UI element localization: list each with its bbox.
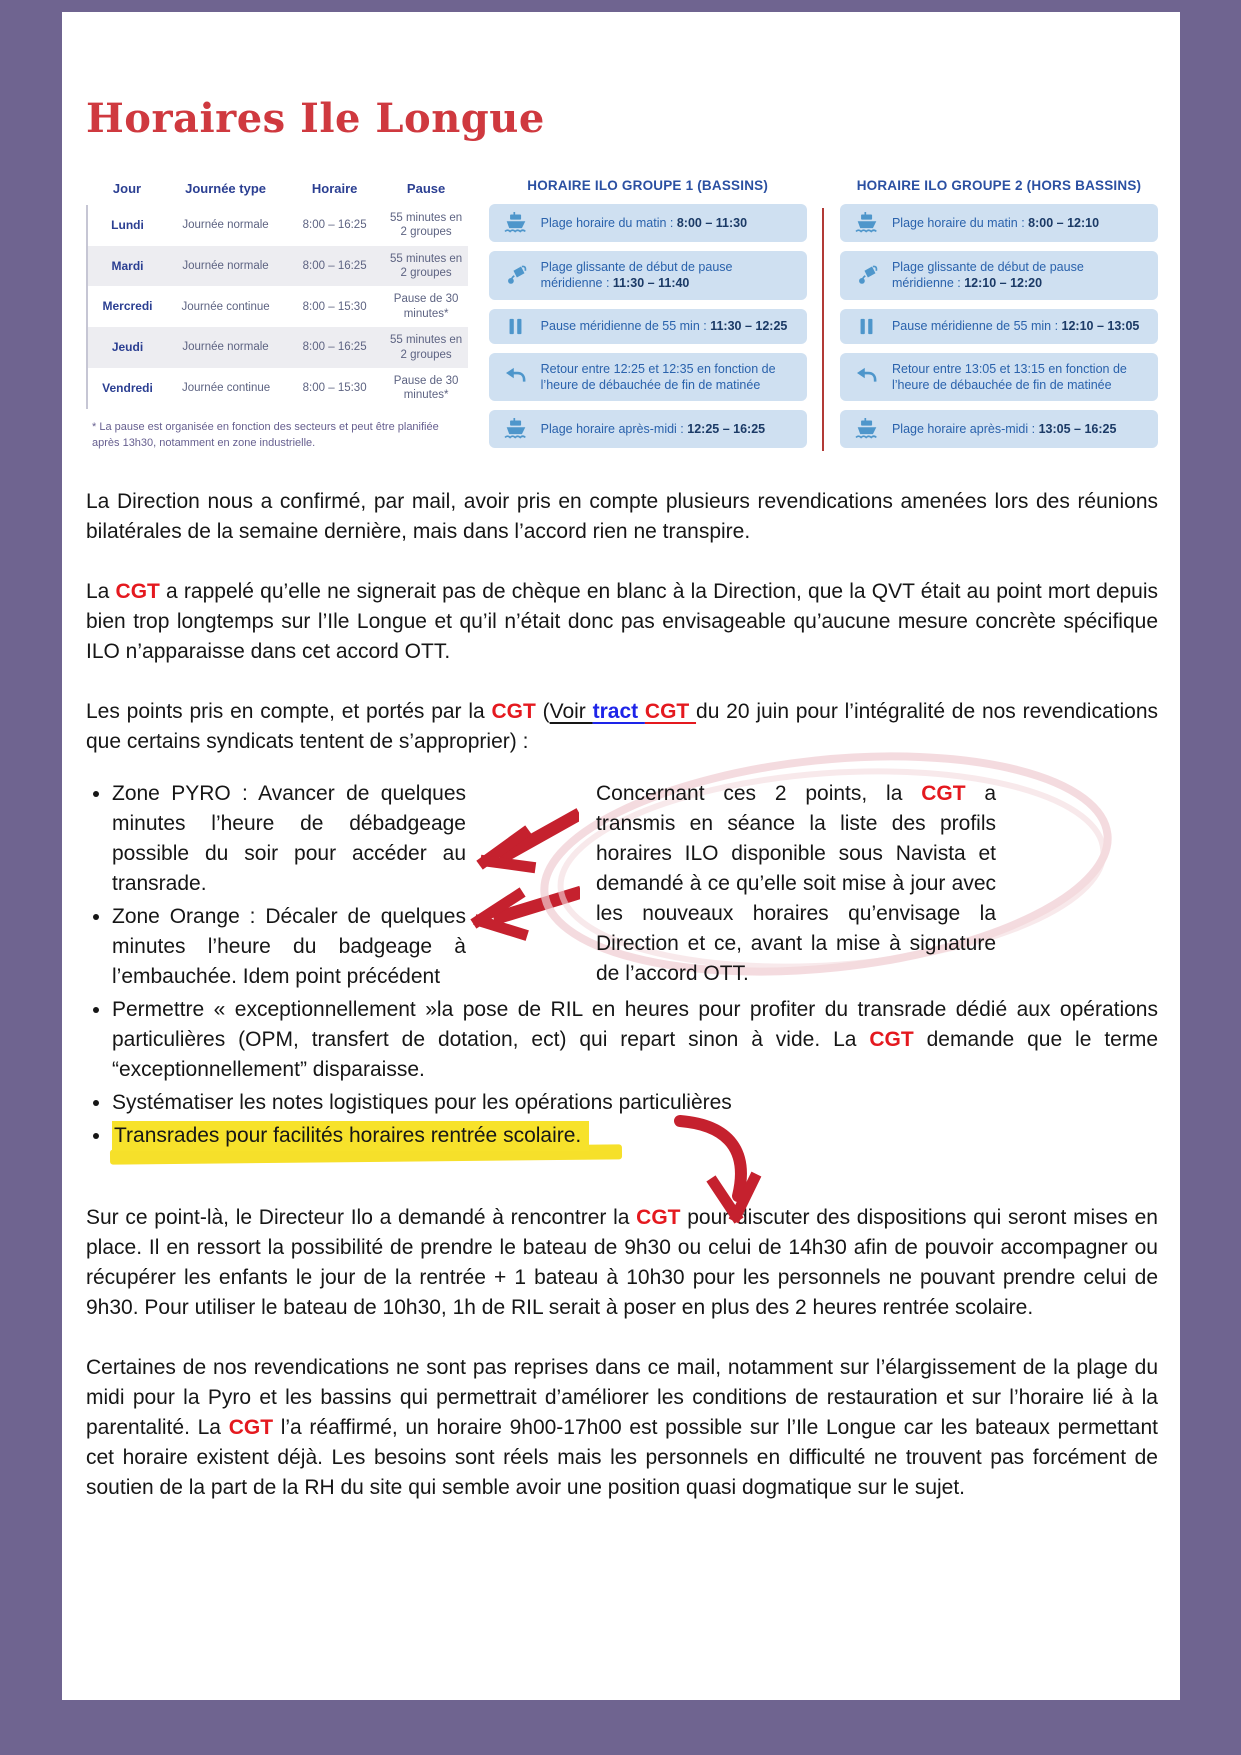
arrows-area <box>466 779 596 995</box>
item-time: 13:05 – 16:25 <box>1038 421 1117 436</box>
groupe2-panel <box>840 178 1158 457</box>
paragraph-3 <box>86 697 1158 757</box>
item-text: Plage horaire du matin : <box>540 215 677 230</box>
hand-arrow-left-icon <box>474 807 579 882</box>
table-row <box>87 327 468 368</box>
cell-horaire: 8:00 – 15:30 <box>302 300 367 313</box>
link-text: CGT <box>644 700 697 723</box>
group-divider <box>822 208 824 451</box>
cell-type: Journée continue <box>181 382 271 395</box>
pour-icon <box>499 264 533 286</box>
tract-cgt-link[interactable] <box>550 700 696 723</box>
cell-type: Journée normale <box>182 259 269 272</box>
item-time: 11:30 – 12:25 <box>710 318 788 333</box>
schedule-item-sliding-break <box>840 251 1158 300</box>
text-run: a transmis en séance la liste des profils horaires ILO disponible sous Navista et demandé à ce qu’elle soit mise à jour avec les nouveaux horaires qu’envisage la Direction et ce, avant la mise à signature de l’accord OTT. <box>596 782 997 985</box>
text-run: Permettre « exceptionnellement »la pose de RIL en heures pour profiter du transrade dédié aux opérations particulières (OPM, transfert de dotation, ect) qui repart sinon à vide. La <box>112 998 1158 1051</box>
schedule-item-return <box>489 353 807 402</box>
cgt-label: CGT <box>636 1206 681 1229</box>
cell-horaire: 8:00 – 16:25 <box>302 341 367 354</box>
bullet-ril <box>112 995 1158 1085</box>
paragraph-2 <box>86 577 1158 667</box>
ferry-icon <box>499 212 533 234</box>
groupe1-panel <box>489 178 807 457</box>
schedule-item-afternoon <box>489 410 807 448</box>
text-run: a rappelé qu’elle ne signerait pas de chèque en blanc à la Direction, que la QVT était au point mort depuis bien trop longtemps sur l’Ile Longue et qu’il n’était donc pas envisageable qu’aucune mesure concrète spécifique ILO n’apparaisse dans cet accord OTT. <box>86 580 1158 663</box>
text-run: La <box>86 580 116 603</box>
bullet-zone-orange: • Zone Orange : Décaler de quelques minutes l’heure du badgeage à l’embauchée. Idem point précédent <box>112 902 466 992</box>
item-text: Plage horaire après-midi : <box>540 421 688 436</box>
text-run: Certaines de nos revendications ne sont pas reprises dans ce mail, notamment sur l’élargissement de la plage du midi pour la Pyro et les bassins qui permettrait d’améliorer les conditions de restauration et sur l’horaire lié à la parentalité. La <box>86 1356 1158 1439</box>
cell-horaire: 8:00 – 15:30 <box>302 382 367 395</box>
cell-jour: Vendredi <box>87 368 167 409</box>
cell-type: Journée continue <box>181 300 270 313</box>
link-text: tract <box>592 700 645 723</box>
bullet-transrades <box>112 1121 1158 1151</box>
aside-note <box>596 779 996 995</box>
ferry-icon <box>499 418 533 440</box>
item-time: 12:10 – 12:20 <box>964 276 1043 291</box>
cgt-label: CGT <box>228 1416 274 1439</box>
item-text: Pause méridienne de 55 min : <box>540 318 711 333</box>
cgt-label: CGT <box>115 580 160 603</box>
item-text: Plage glissante de début de pause méridienne : <box>540 260 733 291</box>
table-row <box>87 368 468 409</box>
item-text: Retour entre 13:05 et 13:15 en fonction de l’heure de débauchée de fin de matinée <box>891 361 1127 392</box>
table-footnote: * La pause est organisée en fonction des secteurs et peut être planifiée après 13h30, notamment en zone industrielle. <box>92 420 439 450</box>
bullet-notes-logistiques: • Systématiser les notes logistiques pour les opérations particulières <box>112 1088 1158 1118</box>
cgt-label: CGT <box>491 700 536 723</box>
item-text: Pause méridienne de 55 min : <box>891 318 1062 333</box>
claims-list-bottom <box>86 995 1158 1151</box>
table-row <box>87 246 468 287</box>
col-header-journee-type: Journée type <box>185 181 267 196</box>
item-text: Retour entre 12:25 et 12:35 en fonction de l’heure de débauchée de fin de matinée <box>540 361 776 392</box>
item-time: 12:25 – 16:25 <box>687 421 766 436</box>
cell-jour: Mardi <box>87 246 167 287</box>
aside-paragraph <box>596 779 996 989</box>
item-text: Plage glissante de début de pause méridienne : <box>891 260 1084 291</box>
col-header-pause: Pause <box>406 181 446 196</box>
item-time: 8:00 – 12:10 <box>1028 215 1100 230</box>
hand-arrow-down-icon <box>674 1111 764 1226</box>
schedule-item-morning <box>489 204 807 242</box>
cell-pause: Pause de 30 minutes* <box>393 374 459 402</box>
text-run: pour discuter des dispositions qui seront mises en place. Il en ressort la possibilité de prendre le bateau de 9h30 ou celui de 14h30 afin de pouvoir accompagner ou récupérer les enfants le jour de la rentrée + 1 bateau à 10h30 pour les personnels ne pouvant prendre celui de 9h30. Pour utiliser le bateau de 10h30, 1h de RIL serait à poser en plus des 2 heures rentrée scolaire. <box>86 1206 1158 1319</box>
cgt-label: CGT <box>921 782 966 805</box>
ferry-icon <box>850 212 884 234</box>
cell-type: Journée normale <box>182 219 269 232</box>
document-page <box>62 12 1180 1700</box>
text-run: du 20 juin pour l’intégralité de nos revendications que certains syndicats tentent de s’approprier) : <box>86 700 1159 753</box>
schedule-section <box>86 178 1158 457</box>
schedule-item-sliding-break <box>489 251 807 300</box>
cell-jour: Jeudi <box>87 327 167 368</box>
cell-horaire: 8:00 – 16:25 <box>302 259 367 272</box>
pause-icon <box>850 317 884 336</box>
cell-horaire: 8:00 – 16:25 <box>302 219 367 232</box>
link-text: Voir <box>549 700 593 723</box>
highlighted-text: Transrades pour facilités horaires rentrée scolaire. <box>112 1121 589 1151</box>
page-title: Horaires Ile Longue <box>86 95 545 142</box>
table-header-row <box>87 178 468 205</box>
schedule-item-return <box>840 353 1158 402</box>
pour-icon <box>850 264 884 286</box>
cell-pause: Pause de 30 minutes* <box>393 293 459 320</box>
item-text: Plage horaire après-midi : <box>891 421 1039 436</box>
text-run: Concernant ces 2 points, la <box>596 782 922 805</box>
paragraph-5 <box>86 1353 1158 1503</box>
cell-pause: 55 minutes en 2 groupes <box>389 334 463 361</box>
item-time: 8:00 – 11:30 <box>676 215 748 230</box>
text-run: Les points pris en compte, et portés par la <box>86 700 492 723</box>
cell-pause: 55 minutes en 2 groupes <box>389 211 463 239</box>
groupe2-title: HORAIRE ILO GROUPE 2 (HORS BASSINS) <box>856 178 1142 193</box>
cgt-label: CGT <box>869 1028 914 1051</box>
groupe1-title: HORAIRE ILO GROUPE 1 (BASSINS) <box>527 178 769 193</box>
col-header-horaire: Horaire <box>311 181 358 196</box>
schedule-item-morning <box>840 204 1158 242</box>
item-time: 11:30 – 11:40 <box>612 276 690 291</box>
text-run: Sur ce point-là, le Directeur Ilo a demandé à rencontrer la <box>86 1206 637 1229</box>
ferry-icon <box>850 418 884 440</box>
return-arrow-icon <box>499 367 533 386</box>
table-row <box>87 205 468 246</box>
two-column-section <box>86 779 1158 995</box>
pause-icon <box>499 317 533 336</box>
schedule-item-lunch-pause <box>840 309 1158 344</box>
cell-type: Journée normale <box>182 341 269 354</box>
return-arrow-icon <box>850 367 884 386</box>
cell-pause: 55 minutes en 2 groupes <box>389 252 463 280</box>
col-header-jour: Jour <box>112 181 142 196</box>
text-run: demande que le terme “exceptionnellement” disparaisse. <box>112 1028 1158 1081</box>
paragraph-4 <box>86 1203 1158 1323</box>
cell-jour: Lundi <box>87 205 167 246</box>
hand-arrow-left-icon <box>470 879 580 949</box>
claims-list-left <box>86 779 466 995</box>
text-run: ( <box>535 700 550 723</box>
cell-jour: Mercredi <box>87 286 167 327</box>
item-text: Plage horaire du matin : <box>891 215 1029 230</box>
text-run: l’a réaffirmé, un horaire 9h00-17h00 est possible sur l’Ile Longue car les bateaux permettant cet horaire existent déjà. Les besoins sont réels mais les personnels en difficulté ne trouvent pas forcément de soutien de la part de la RH du site qui semble avoir une position quasi dogmatique sur le sujet. <box>86 1416 1158 1499</box>
weekly-schedule-table <box>86 178 483 457</box>
table-row <box>87 286 468 327</box>
item-time: 12:10 – 13:05 <box>1061 318 1140 333</box>
bullet-zone-pyro: • Zone PYRO : Avancer de quelques minutes l’heure de débadgeage possible du soir pour accéder au transrade. <box>112 779 466 899</box>
paragraph-1: La Direction nous a confirmé, par mail, avoir pris en compte plusieurs revendications amenées lors des réunions bilatérales de la semaine dernière, mais dans l’accord rien ne transpire. <box>86 490 1158 543</box>
schedule-item-lunch-pause <box>489 309 807 344</box>
schedule-item-afternoon <box>840 410 1158 448</box>
